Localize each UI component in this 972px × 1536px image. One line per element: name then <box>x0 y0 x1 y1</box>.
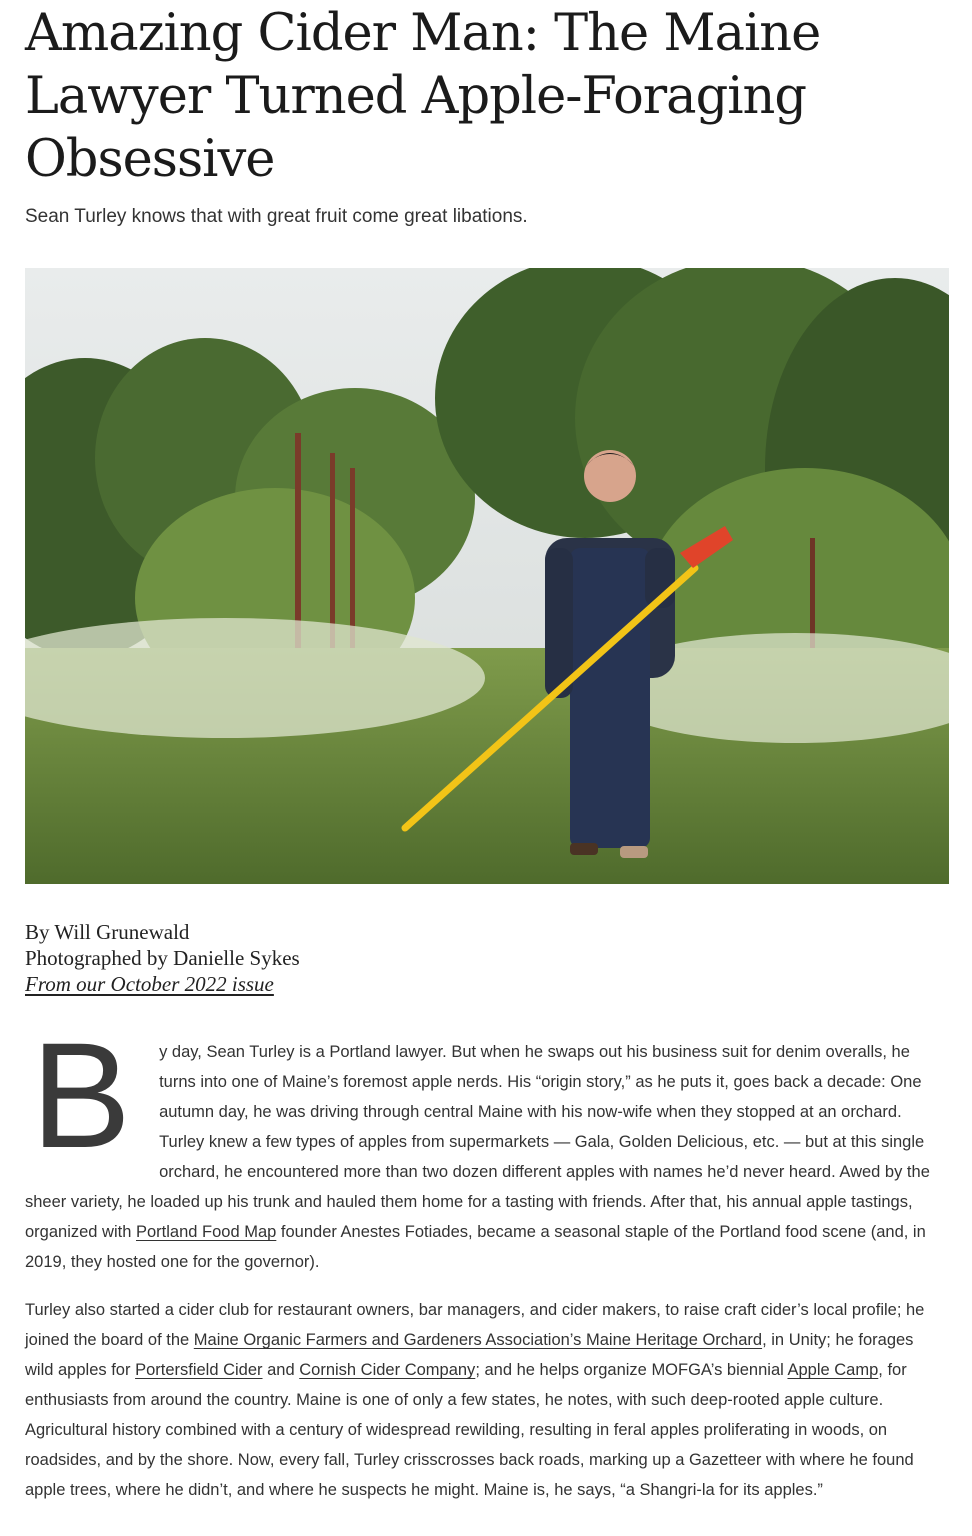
paragraph-text: founder Anestes Fotiades, became a seasonal staple of the Portland food scene (and, in 2019, they hosted one for the governor). <box>25 1223 926 1271</box>
article <box>25 0 949 1499</box>
paragraph-text: y day, Sean Turley is a Portland lawyer. But when he swaps out his business suit for denim overalls, he turns into one of Maine’s foremost apple nerds. His “origin story,” as he puts it, goes back a decade: One autumn day, he was driving through central Maine with his now-wife when they stopped at an orchard. Turley knew a few types of apples from supermarkets — Gala, Golden Delicious, etc. — but at this single orchard, he encountered more than two dozen different apples with names he’d never heard. Awed by the sheer variety, he loaded up his trunk and hauled them home for a tasting with friends. After that, his annual apple tastings, organized with <box>25 1043 930 1241</box>
apple-camp-link[interactable]: Apple Camp <box>787 1361 879 1379</box>
portersfield-cider-link[interactable]: Portersfield Cider <box>135 1361 263 1379</box>
paragraph-text: , for enthusiasts from around the country. Maine is one of only a few states, he notes, with such deep-rooted apple culture. Agricultural history combined with a century of widespread rewilding, resulting in feral apples proliferating in woods, on roadsides, and by the shore. Now, every fall, Turley crisscrosses back roads, marking up a Gazetteer with where he found apple trees, where he didn’t, and where he suspects he might. Maine is, he says, “a Shangri-la for its apples.” <box>25 1361 914 1499</box>
article-credits <box>25 919 300 997</box>
paragraph-text: Turley also started a cider club for restaurant owners, bar managers, and cider makers, to raise craft cider’s local profile; he joined the board of the <box>25 1301 925 1349</box>
photo-credit: Photographed by Danielle Sykes <box>25 946 300 970</box>
paragraph-2 <box>25 1295 943 1505</box>
byline: By Will Grunewald <box>25 920 190 944</box>
orchard-photo-illustration <box>25 268 949 884</box>
paragraph-text: and <box>262 1361 300 1379</box>
mofga-heritage-orchard-link[interactable]: Maine Organic Farmers and Gardeners Association’s Maine Heritage Orchard <box>193 1331 763 1349</box>
article-body <box>25 1011 943 1523</box>
portland-food-map-link[interactable]: Portland Food Map <box>135 1223 277 1241</box>
article-title: Amazing Cider Man: The Maine Lawyer Turned Apple-Foraging Obsessive <box>25 4 821 189</box>
paragraph-1 <box>25 1011 943 1277</box>
paragraph-text: ; and he helps organize MOFGA’s biennial <box>475 1361 788 1379</box>
issue-link[interactable]: From our October 2022 issue <box>25 972 274 996</box>
hero-photo <box>25 268 949 884</box>
drop-cap: B <box>31 1011 132 1179</box>
paragraph-text: , in Unity; he forages wild apples for <box>25 1331 914 1379</box>
article-subtitle: Sean Turley knows that with great fruit come great libations. <box>25 206 528 227</box>
cornish-cider-company-link[interactable]: Cornish Cider Company <box>299 1361 476 1379</box>
